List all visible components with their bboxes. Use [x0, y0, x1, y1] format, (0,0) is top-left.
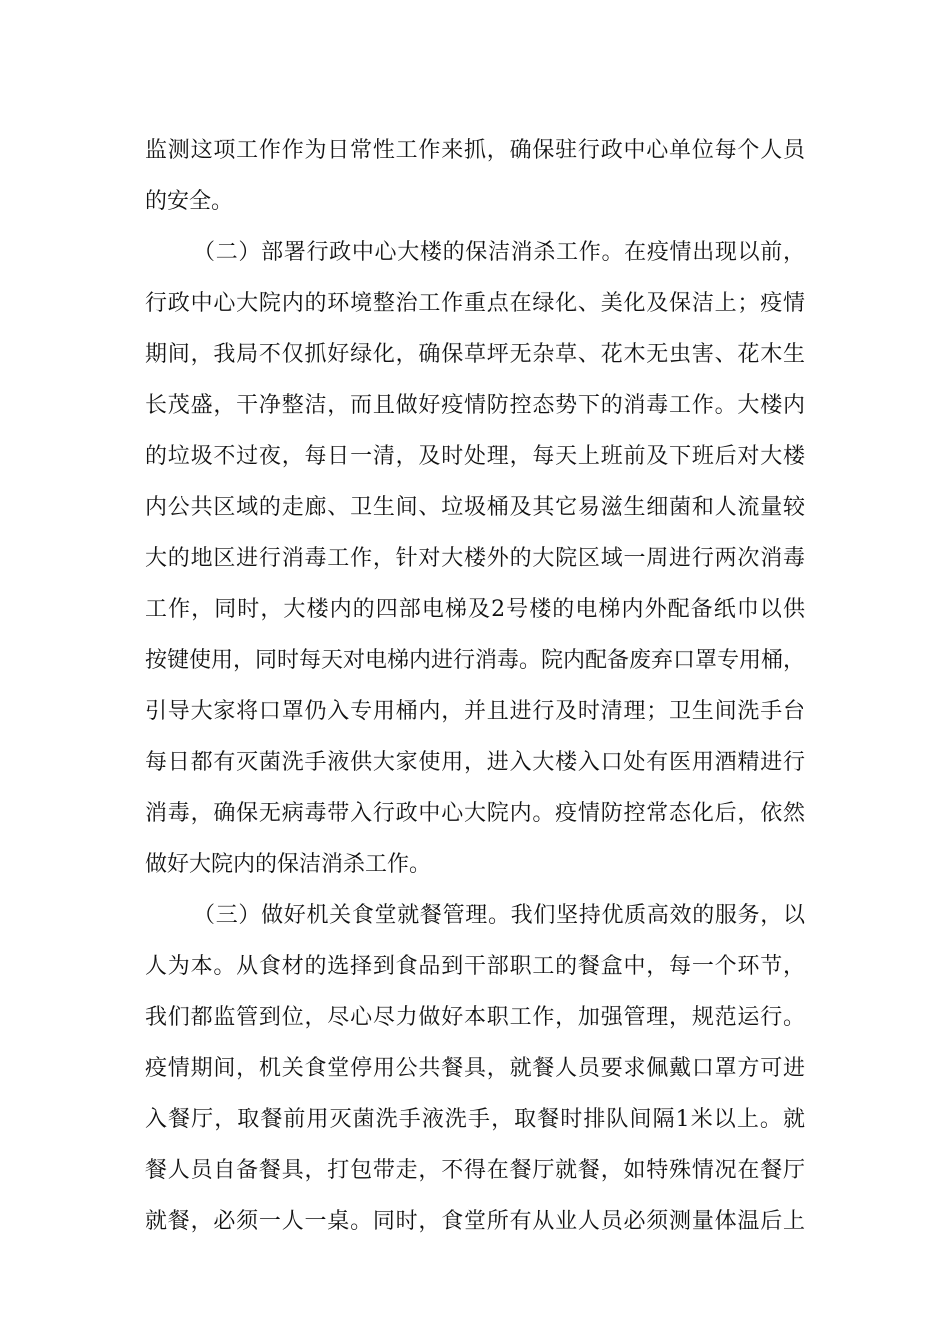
text-line: 疫情期间，机关食堂停用公共餐具，就餐人员要求佩戴口罩方可进 [145, 1056, 805, 1081]
text-line: 消毒，确保无病毒带入行政中心大院内。疫情防控常态化后，依然 [145, 801, 805, 826]
text-line: 我们都监管到位，尽心尽力做好本职工作，加强管理，规范运行。 [145, 1005, 805, 1030]
text-line: 就餐，必须一人一桌。同时，食堂所有从业人员必须测量体温后上 [145, 1209, 805, 1234]
section-heading-line: （二）部署行政中心大楼的保洁消杀工作。在疫情出现以前， [193, 240, 805, 265]
text-line: 做好大院内的保洁消杀工作。 [145, 852, 432, 877]
text-line: 入餐厅，取餐前用灭菌洗手液洗手，取餐时排队间隔1米以上。就 [145, 1107, 805, 1132]
text-line: 工作，同时，大楼内的四部电梯及2号楼的电梯内外配备纸巾以供 [145, 597, 805, 622]
text-line: 每日都有灭菌洗手液供大家使用，进入大楼入口处有医用酒精进行 [145, 750, 805, 775]
text-line: 的安全。 [145, 189, 234, 214]
text-line: 人为本。从食材的选择到食品到干部职工的餐盒中，每一个环节， [145, 954, 805, 979]
text-line: 期间，我局不仅抓好绿化，确保草坪无杂草、花木无虫害、花木生 [145, 342, 805, 367]
text-line: 按键使用，同时每天对电梯内进行消毒。院内配备废弃口罩专用桶， [145, 648, 806, 673]
text-line: 餐人员自备餐具，打包带走，不得在餐厅就餐，如特殊情况在餐厅 [145, 1158, 805, 1183]
text-line: 内公共区域的走廊、卫生间、垃圾桶及其它易滋生细菌和人流量较 [145, 495, 805, 520]
text-line: 行政中心大院内的环境整治工作重点在绿化、美化及保洁上；疫情 [145, 291, 805, 316]
text-line: 的垃圾不过夜，每日一清，及时处理，每天上班前及下班后对大楼 [145, 444, 805, 469]
text-line: 监测这项工作作为日常性工作来抓，确保驻行政中心单位每个人员 [145, 138, 805, 163]
text-line: 长茂盛，干净整洁，而且做好疫情防控态势下的消毒工作。大楼内 [145, 393, 805, 418]
text-line: 引导大家将口罩仍入专用桶内，并且进行及时清理；卫生间洗手台 [145, 699, 805, 724]
text-line: 大的地区进行消毒工作，针对大楼外的大院区域一周进行两次消毒 [145, 546, 805, 571]
section-heading-line: （三）做好机关食堂就餐管理。我们坚持优质高效的服务，以 [193, 903, 805, 928]
